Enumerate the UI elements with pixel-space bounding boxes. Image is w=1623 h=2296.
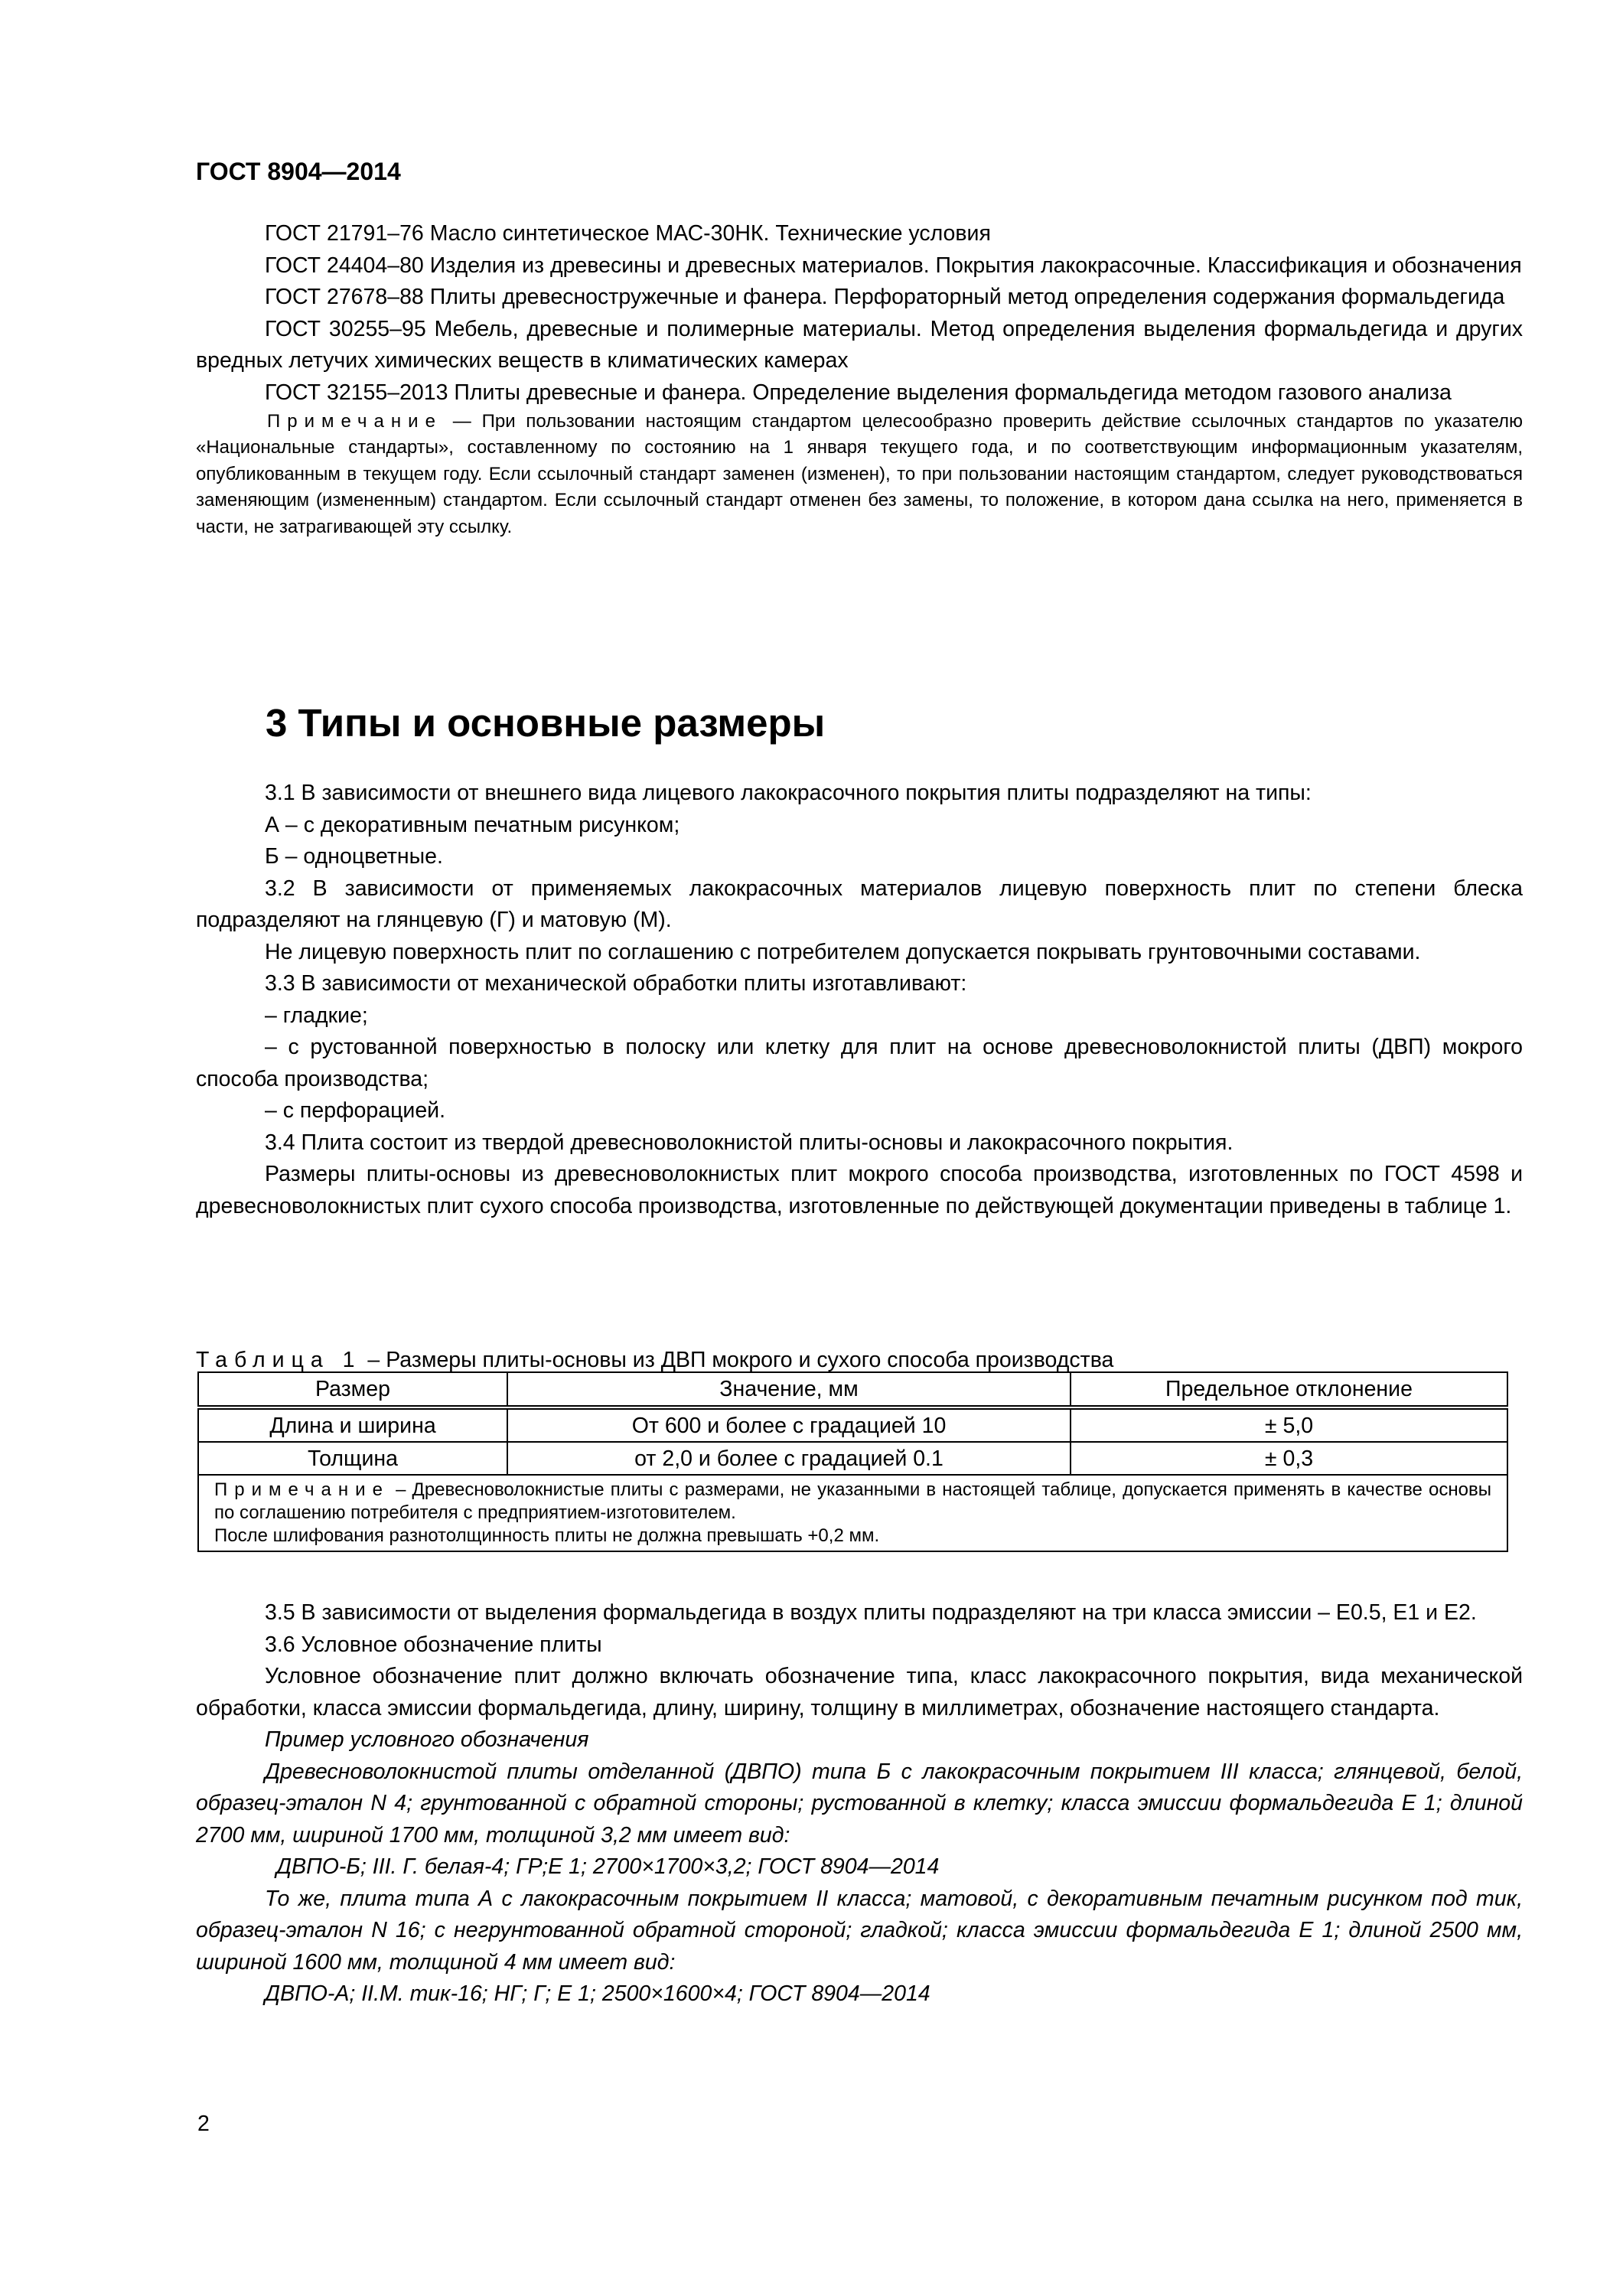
note-dash: — [442,411,482,432]
type-a-item: А – с декоративным печатным рисунком; [265,812,680,837]
example-2: То же, плита типа А с лакокрасочным покрытием II класса; матовой, с декоративным печатным рисунком под тик, образец-эталон N 16; с негрунтованной обратной стороной; гладкой; класса эмиссии формальдегида Е 1; длиной 2500 мм, шириной 1600 мм, толщиной 4 мм имеет вид: [196,1886,1523,1975]
reference-title: Мебель, древесные и полимерные материалы. Метод определения выделения формальдегида и других вредных летучих химических веществ в климатических камерах [196,316,1523,373]
clause-3-3: 3.3 В зависимости от механической обработки плиты изготавливают: [265,971,967,996]
section-heading: 3 Типы и основные размеры [266,701,826,745]
section-body-continued [196,1597,1523,2011]
column-header-tolerance: Предельное отклонение [1071,1372,1507,1407]
table-caption-label: Таблица 1 [196,1348,362,1372]
reference-code: ГОСТ 24404–80 [265,253,424,278]
table-row [198,1407,1507,1442]
reference-item [196,377,1523,409]
clause-3-6-text: Условное обозначение плит должно включать обозначение типа, класс лакокрасочного покрытия, вида механической обработки, класса эмиссии формальдегида, длину, ширину, толщину в миллиметрах, обозначение настоящего стандарта. [196,1664,1523,1720]
type-b-item: Б – одноцветные. [265,844,443,869]
reference-title: Изделия из древесины и древесных материалов. Покрытия лакокрасочные. Классификация и обозначения [429,253,1522,278]
clause-3-5: 3.5 В зависимости от выделения формальдегида в воздух плиты подразделяют на три класса эмиссии – Е0.5, Е1 и Е2. [265,1600,1477,1625]
column-header-size: Размер [198,1372,507,1407]
example-1: Древесноволокнистой плиты отделанной (ДВПО) типа Б с лакокрасочным покрытием III класса; глянцевой, белой, образец-эталон N 4; грунтованной с обратной стороны; рустованной в клетку; класса эмиссии формальдегида Е 1; длиной 2700 мм, шириной 1700 мм, толщиной 3,2 мм имеет вид: [196,1759,1523,1848]
table-note-text-2: После шлифования разнотолщинность плиты не должна превышать +0,2 мм. [214,1525,880,1546]
references-note [196,409,1523,540]
table-note-text: – Древесноволокнистые плиты с размерами, не указанными в настоящей таблице, допускается применять в качестве основы по соглашению потребителя с предприятием-изготовителем. [214,1479,1491,1523]
reference-item [196,314,1523,377]
clause-3-6: 3.6 Условное обозначение плиты [265,1632,602,1657]
cell-size: Длина и ширина [198,1407,507,1442]
processing-item-smooth: – гладкие; [265,1003,368,1028]
cell-tolerance: ± 5,0 [1071,1407,1507,1442]
reference-code: ГОСТ 21791–76 [265,221,424,246]
cell-tolerance: ± 0,3 [1071,1442,1507,1475]
section-body [196,778,1523,1222]
reference-code: ГОСТ 27678–88 [265,285,424,309]
reference-code: ГОСТ 30255–95 [265,316,426,341]
reference-code: ГОСТ 32155–2013 [265,380,448,405]
dimensions-table [197,1371,1508,1552]
cell-value: От 600 и более с градацией 10 [507,1407,1071,1442]
running-header: ГОСТ 8904—2014 [196,158,401,185]
clause-3-2-extra: Не лицевую поверхность плит по соглашению с потребителем допускается покрывать грунтовочными составами. [265,939,1421,964]
table-note-row [198,1475,1507,1551]
reference-item [196,218,1523,250]
reference-title: Масло синтетическое МАС-30НК. Технические условия [429,221,991,246]
note-label: Примечание [267,411,442,432]
table-note [198,1475,1507,1551]
table-note-label: Примечание [214,1479,389,1500]
clause-3-2: 3.2 В зависимости от применяемых лакокрасочных материалов лицевую поверхность плит по степени блеска подразделяют на глянцевую (Г) и матовую (М). [196,876,1523,932]
references-list [196,218,1523,540]
table-header-row [198,1372,1507,1407]
reference-title: Плиты древесные и фанера. Определение выделения формальдегида методом газового анализа [454,380,1452,405]
note-text: При пользовании настоящим стандартом целесообразно проверить действие ссылочных стандартов по указателю «Национальные стандарты», составленному по состоянию на 1 января текущего года, и по соответствующим информационным указателям, опубликованным в текущем году. Если ссылочный стандарт заменен (изменен), то при пользовании настоящим стандартом, следует руководствоваться заменяющим (измененным) стандартом. Если ссылочный стандарт отменен без замены, то положение, в котором дана ссылка на него, применяется в части, не затрагивающей эту ссылку. [196,411,1523,537]
processing-item-rusticated: – с рустованной поверхностью в полоску или клетку для плит на основе древесноволокнистой плиты (ДВП) мокрого способа производства; [196,1035,1523,1091]
table-caption [196,1347,1523,1373]
processing-item-perforated: – с перфорацией. [265,1098,446,1123]
reference-item [196,282,1523,314]
clause-3-4: 3.4 Плита состоит из твердой древесноволокнистой плиты-основы и лакокрасочного покрытия. [265,1130,1234,1155]
table-row [198,1442,1507,1475]
designation-formula-2: ДВПО-А; II.М. тик-16; НГ; Г; Е 1; 2500×1600×4; ГОСТ 8904—2014 [265,1981,930,2006]
page-number: 2 [197,2112,210,2136]
table-caption-text: – Размеры плиты-основы из ДВП мокрого и сухого способа производства [361,1348,1114,1372]
clause-3-4-extra: Размеры плиты-основы из древесноволокнистых плит мокрого способа производства, изготовленных по ГОСТ 4598 и древесноволокнистых плит сухого способа производства, изготовленные по действующей документации приведены в таблице 1. [196,1162,1523,1218]
cell-value: от 2,0 и более с градацией 0.1 [507,1442,1071,1475]
example-title: Пример условного обозначения [265,1727,589,1752]
clause-3-1: 3.1 В зависимости от внешнего вида лицевого лакокрасочного покрытия плиты подразделяют на типы: [265,781,1312,805]
reference-title: Плиты древесностружечные и фанера. Перфораторный метод определения содержания формальдегида [429,285,1505,309]
cell-size: Толщина [198,1442,507,1475]
column-header-value: Значение, мм [507,1372,1071,1407]
designation-formula-1: ДВПО-Б; III. Г. белая-4; ГР;Е 1; 2700×1700×3,2; ГОСТ 8904—2014 [276,1854,940,1879]
reference-item [196,250,1523,282]
